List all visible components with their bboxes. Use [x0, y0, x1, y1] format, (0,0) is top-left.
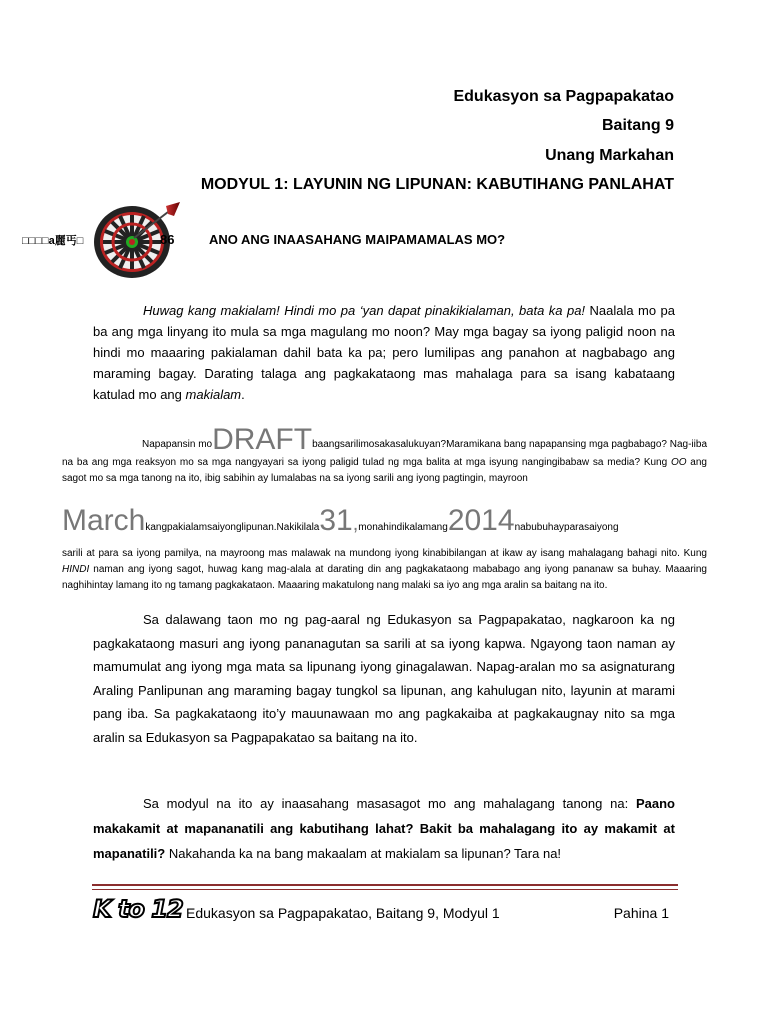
quote-italic: Huwag kang makialam! Hindi mo pa ‘yan dapat pinakikialaman, bata ka pa!: [143, 303, 586, 318]
s1-text-c: ang sagot mo sa mga tanong na ito, ibig sabihin ay lumalabas na sa iyong sarili ang iyong pagtingin, mayroon: [62, 457, 707, 484]
intro-body: Naalala mo pa ba ang mga linyang ito mula sa mga magulang mo noon? May mga bagay sa iyong paligid noon na hindi mo maaaring pakialaman dahil bata ka pa; pero lumilipas ang panahon at nagbabago ang maraming bagay. Darating talaga ang pagkakataong mas mahalaga para sa isang kabataang katulad mo ang: [93, 303, 675, 402]
page-number-fragment: 86: [160, 232, 175, 247]
p3-text-b: Nakahanda ka na bang makaalam at makialam sa lipunan? Tara na!: [165, 846, 562, 861]
subject-title: Edukasyon sa Pagpapakatao: [453, 88, 674, 105]
watermark-comma: ,: [352, 513, 359, 535]
s1-text-b: baangsarilimosakasalukuyan?Maramikana bang napapansing mga pagbabago? Nag-iiba na ba ang mga reaksyon mo sa mga nangyayari sa iyong paligid tulad ng mga balita at mga isyung nangingibabaw sa media? Kung: [62, 439, 708, 468]
watermark-day: 31: [319, 504, 353, 537]
wm-text-3: nabubuhayparasaiyong: [514, 522, 619, 533]
hindi-italic: HINDI: [62, 564, 90, 575]
oo-italic: OO: [670, 457, 687, 468]
footer-title: Edukasyon sa Pagpapakatao, Baitang 9, Modyul 1: [186, 905, 500, 921]
section-title: ANO ANG INAASAHANG MAIPAMAMALAS MO?: [209, 232, 506, 247]
watermark-line: [62, 506, 707, 546]
draft-watermark: DRAFT: [212, 423, 313, 456]
makialam-italic: makialam: [185, 387, 242, 402]
watermark-month: March: [62, 504, 146, 537]
wm-text-2: monahindikalamang: [358, 522, 448, 533]
s1-text-a: Napapansin mo: [142, 439, 213, 450]
small-paragraph-2: [62, 546, 707, 594]
essential-question: Paano makakamit at mapananatili ang kabutihang lahat? Bakit ba mahalagang ito ay makamit at mapanatili?: [93, 796, 675, 861]
k-to-12-logo: K to 12: [93, 895, 183, 923]
footer-rule: [92, 884, 678, 886]
module-title: MODYUL 1: LAYUNIN NG LIPUNAN: KABUTIHANG PANLAHAT: [200, 176, 674, 193]
body-paragraph-3: [93, 791, 675, 866]
footer-page-number: Pahina 1: [613, 905, 669, 921]
body-paragraph-2: [93, 608, 675, 749]
intro-paragraph: [93, 300, 675, 405]
quarter-label: Unang Markahan: [545, 147, 674, 164]
wm-text-1: kangpakialamsaiyonglipunan.Nakikilala: [145, 522, 320, 533]
s2-text-b: naman ang iyong sagot, huwag kang mag-alala at darating din ang pagkakataong mababago ang iyong pananaw sa buhay. Maaaring naghihintay lamang ito ng tamang pagkakataon. Maaaring makatulong nang malaki sa iyo ang mga aralin sa baitang na ito.: [62, 564, 707, 591]
p3-text-a: Sa modyul na ito ay inaasahang masasagot mo ang mahalagang tanong na:: [143, 796, 636, 811]
footer-rule-thin: [92, 889, 678, 890]
intro-end: .: [241, 387, 245, 402]
watermark-year: 2014: [447, 504, 515, 537]
garbled-text: □□□□a麗丐□: [22, 235, 84, 247]
s2-text-a: sarili at para sa iyong pamilya, na mayroong mas malawak na mundong iyong kinabibilangan at ikaw ay isang mahalagang bahagi nito. Kung: [62, 548, 707, 559]
grade-level: Baitang 9: [601, 117, 674, 134]
p2-text: Sa dalawang taon mo ng pag-aaral ng Edukasyon sa Pagpapakatao, nagkaroon ka ng pagkakataong masuri ang iyong pananagutan sa sarili at sa iyong kapwa. Ngayong taon naman ay mamumulat ang iyong mga mata sa lipunang iyong ginagalawan. Napag-aralan mo sa asignaturang Araling Panlipunan ang maraming bagay tungkol sa lipunan, ang kahulugan nito, layunin at marami pang iba. Sa pagkakataong ito’y mauunawaan mo ang pagkakaiba at pagkakaugnay nito sa mga aralin sa Edukasyon sa Pagpapakatao sa baitang na ito.: [93, 612, 675, 745]
small-paragraph-1: [62, 425, 707, 487]
